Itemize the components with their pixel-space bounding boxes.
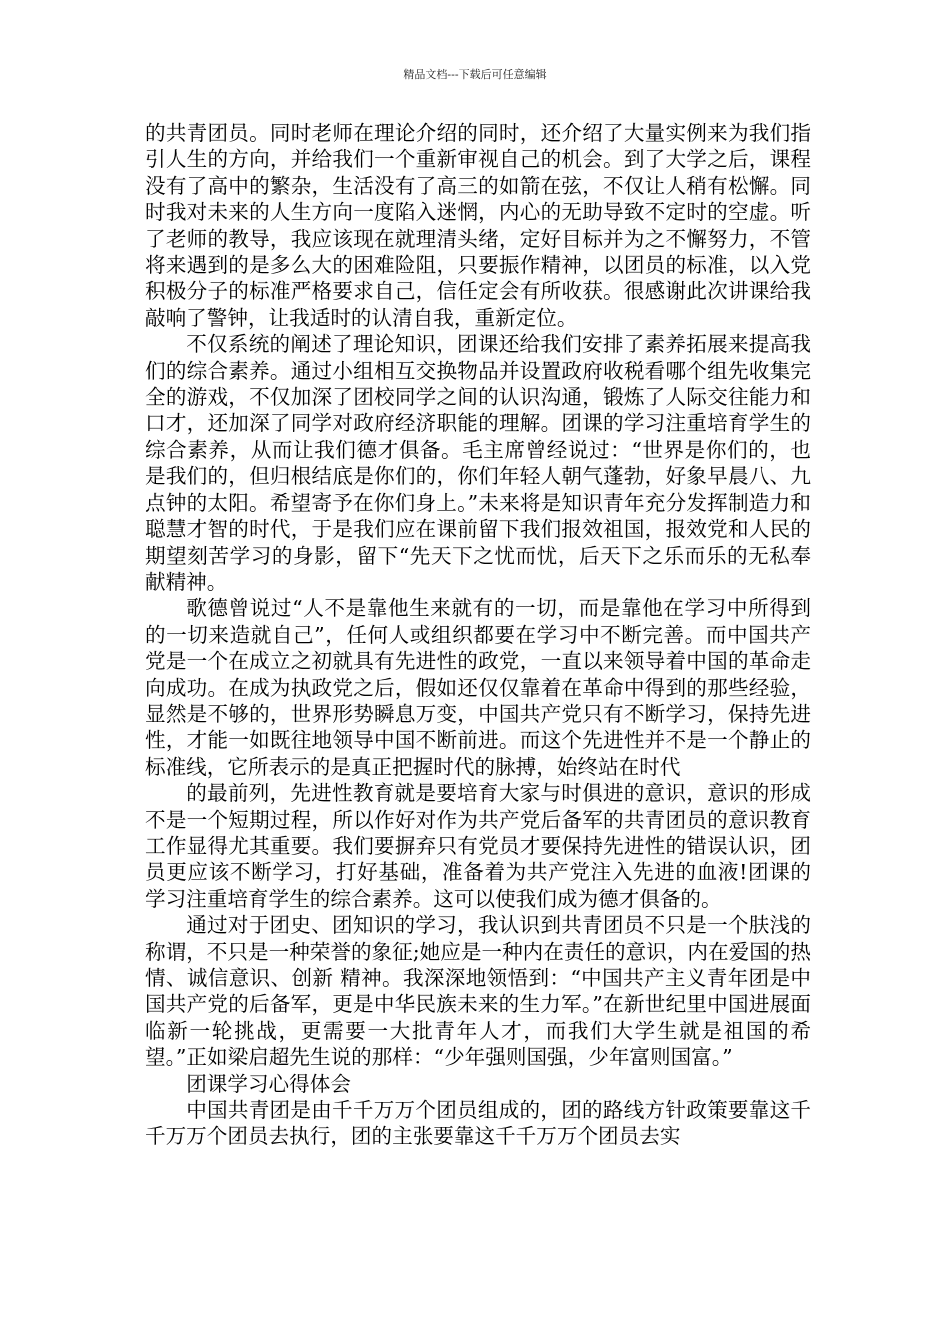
page-header: 精品文档---下载后可任意编辑	[403, 68, 547, 81]
document-body	[145, 120, 811, 1150]
paragraph-1: 的共青团员。同时老师在理论介绍的同时，还介绍了大量实例来为我们指引人生的方向，并给我们一个重新审视自己的机会。到了大学之后，课程没有了高中的繁杂，生活没有了高三的如箭在弦，不仅让人稍有松懈。同时我对未来的人生方向一度陷入迷惘，内心的无助导致不定时的空虚。听了老师的教导，我应该现在就理清头绪，定好目标并为之不懈努力，不管将来遇到的是多么大的困难险阻，只要振作精神，以团员的标准，以入党积极分子的标准严格要求自己，信任定会有所收获。很感谢此次讲课给我敲响了警钟，让我适时的认清自我，重新定位。	[145, 121, 811, 330]
paragraph-4: 的最前列，先进性教育就是要培育大家与时俱进的意识，意识的形成不是一个短期过程，所以作好对作为共产党后备军的共青团员的意识教育工作显得尤其重要。我们要摒弃只有党员才要保持先进性的错误认识，团员更应该不断学习，打好基础，准备着为共产党注入先进的血液!团课的学习注重培育学生的综合素养。这可以使我们成为德才俱备的。	[145, 781, 811, 911]
paragraph-5: 通过对于团史、团知识的学习，我认识到共青团员不只是一个肤浅的称谓，不只是一种荣誉的象征;她应是一种内在责任的意识，内在爱国的热情、诚信意识、创新 精神。我深深地领悟到：“中国共产主义青年团是中国共产党的后备军，更是中华民族未来的生力军。”在新世纪里中国进展面临新一轮挑战，更需要一大批青年人才，而我们大学生就是祖国的希望。”正如梁启超先生说的那样：“少年强则国强，少年富则国富。”	[145, 913, 811, 1070]
paragraph-3: 歌德曾说过“人不是靠他生来就有的一切，而是靠他在学习中所得到的一切来造就自己”，任何人或组织都要在学习中不断完善。而中国共产党是一个在成立之初就具有先进性的政党，一直以来领导着中国的革命走向成功。在成为执政党之后，假如还仅仅靠着在革命中得到的那些经验，显然是不够的，世界形势瞬息万变，中国共产党只有不断学习，保持先进性，才能一如既往地领导中国不断前进。而这个先进性并不是一个静止的标准线，它所表示的是真正把握时代的脉搏，始终站在时代	[145, 596, 811, 779]
paragraph-2: 不仅系统的阐述了理论知识，团课还给我们安排了素养拓展来提高我们的综合素养。通过小组相互交换物品并设置政府收税看哪个组先收集完全的游戏，不仅加深了团校同学之间的认识沟通，锻炼了人际交往能力和口才，还加深了同学对政府经济职能的理解。团课的学习注重培育学生的综合素养，从而让我们德才俱备。毛主席曾经说过：“世界是你们的，也是我们的，但归根结底是你们的，你们年轻人朝气蓬勃，好象早晨八、九点钟的太阳。希望寄予在你们身上。”未来将是知识青年充分发挥制造力和聪慧才智的时代，于是我们应在课前留下我们报效祖国，报效党和人民的期望刻苦学习的身影，留下“先天下之忧而忧，后天下之乐而乐的无私奉献精神。	[145, 332, 811, 594]
paragraph-6: 中国共青团是由千千万万个团员组成的，团的路线方针政策要靠这千千万万个团员去执行，团的主张要靠这千千万万个团员去实	[145, 1098, 811, 1149]
section-heading: 团课学习心得体会	[186, 1071, 351, 1096]
